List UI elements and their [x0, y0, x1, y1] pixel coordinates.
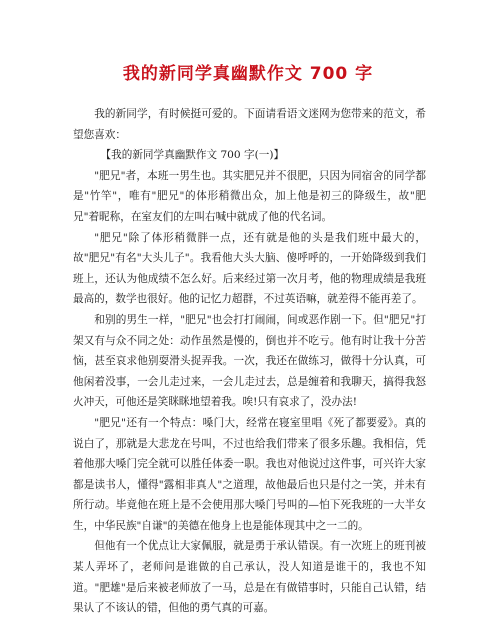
document-title: 我的新同学真幽默作文 700 字 [122, 64, 374, 84]
body-paragraph: "肥兄"还有一个特点：嗓门大，经常在寝室里唱《死了都要爱》。真的说白了，那就是大悲龙在号叫，不过也给我们带来了很多乐趣。我相信，凭着他那大嗓门完全就可以胜任体委一职。我也对他说过这件事，可兴许大家都是读书人，懂得"露相非真人"之道理，故他最后也只是付之一笑，并未有所行动。毕竟他在班上是不会使用那大嗓门号叫的—怕下死我班的一大半女生，中华民族"自谦"的美德在他身上也是能体现其中之一二的。 [73, 416, 426, 532]
article-body [73, 104, 426, 619]
intro-paragraph: 我的新同学，有时候挺可爱的。下面请看语文迷网为您带来的范文，希望您喜欢： [73, 108, 426, 141]
body-paragraph: 和别的男生一样，"肥兄"也会打打闹闹，间或恶作剧一下。但"肥兄"打架又有与众不同之处：动作虽然是慢的，倒也并不吃亏。他有时让我十分苦恼，甚至哀求他别耍滑头捉弄我。一次，我还在做练习，做得十分认真，可他闲着没事，一会儿走过来，一会儿走过去，总是缠着和我聊天，搞得我怒火冲天，可他还是笑眯眯地望着我。唉!只有哀求了，没办法! [73, 313, 426, 409]
body-paragraph: "肥兄"者，本班一男生也。其实肥兄并不很肥，只因为同宿舍的同学都是"竹竿"，唯有"肥兄"的体形稍微出众，加上他是初三的降级生，故"肥兄"着昵称，在室友们的左叫右喊中就成了他的代名词。 [73, 169, 426, 223]
body-paragraph: "肥兄"除了体形稍微胖一点，还有就是他的头是我们班中最大的，故"肥兄"有名"大头儿子"。我看他大头大脑、傻呼呼的，一开始降级到我们班上，还认为他成绩不怎么好。后来经过第一次月考，他的物理成绩是我班最高的，数学也很好。他的记忆力超群，不过英语嘛，就差得不能再差了。 [73, 231, 426, 306]
body-paragraph: 但他有一个优点让大家佩服，就是勇于承认错误。有一次班上的班刊被某人弄坏了，老师问是谁做的自己承认，没人知道是谁干的，我也不知道。"肥雄"是后来被老师放了一马，总是在有做错事时，只能自己认错，结果认了不该认的错，但他的勇气真的可嘉。 [73, 540, 426, 615]
section-heading: 【我的新同学真幽默作文 700 字(一)】 [100, 149, 285, 162]
